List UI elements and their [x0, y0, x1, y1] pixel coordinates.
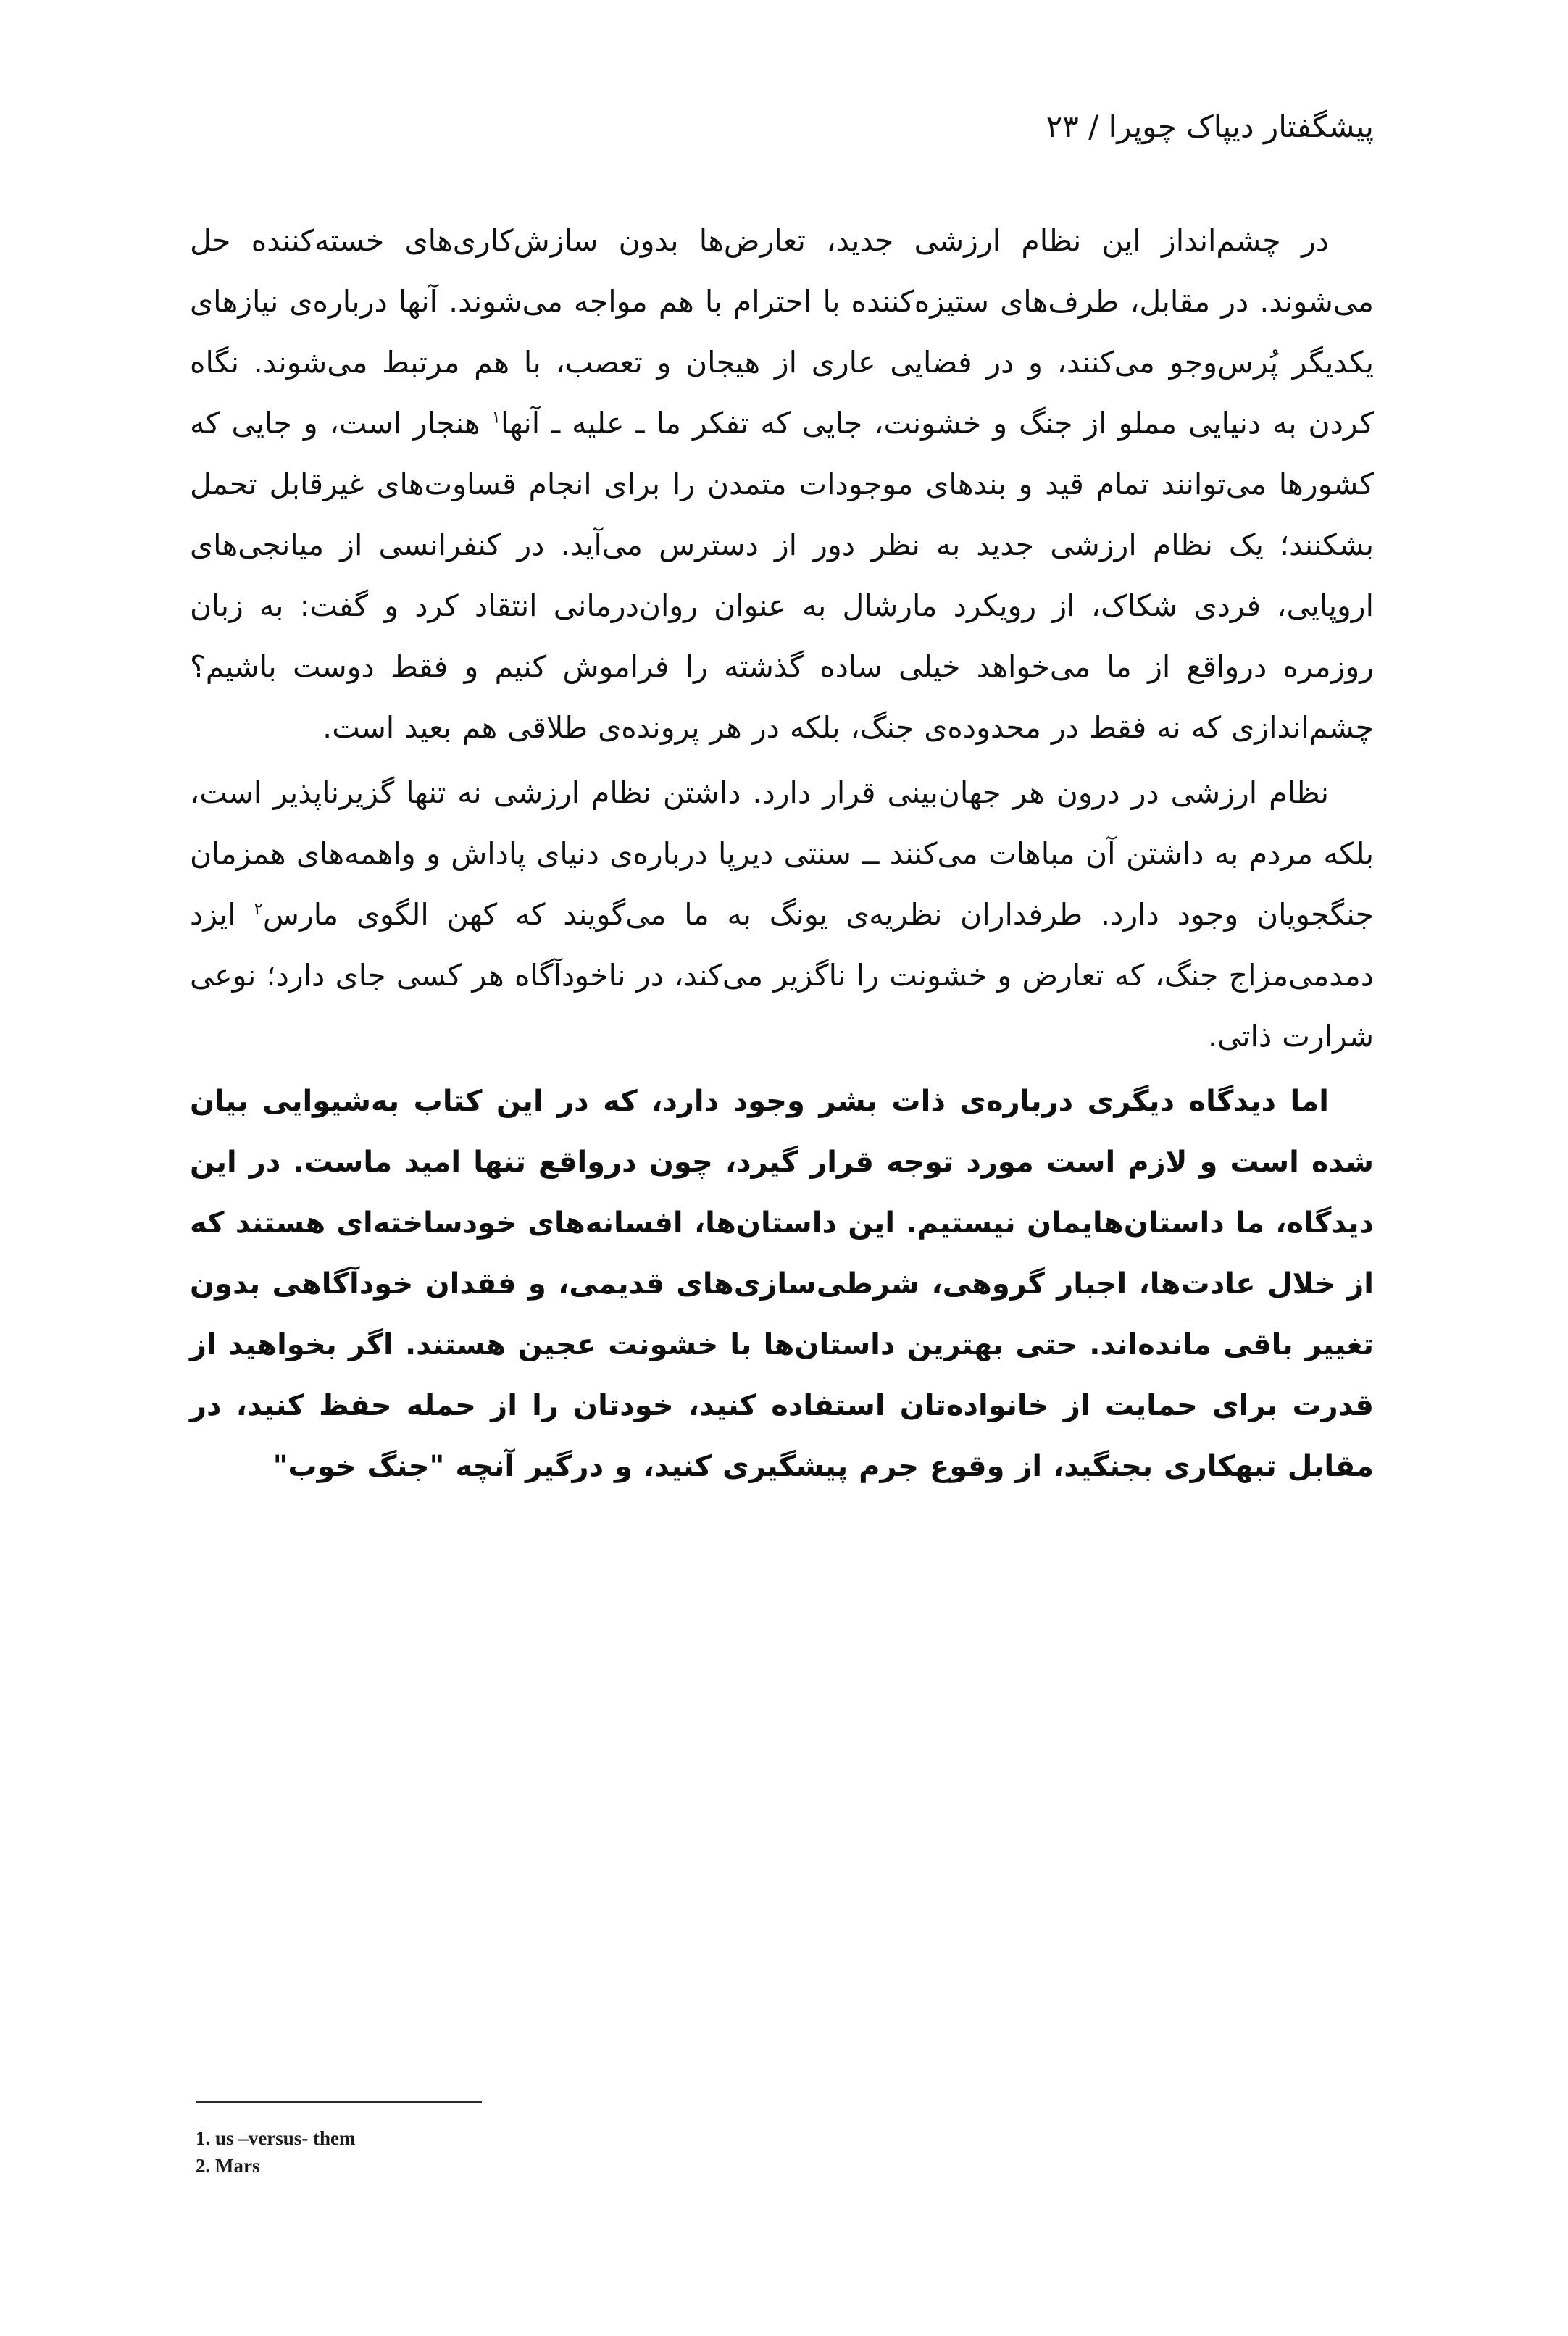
paragraph-2: [190, 762, 1374, 1067]
footnote-marker-1[interactable]: ۱: [491, 408, 501, 427]
paragraph-3-part-1: اما دیدگاه دیگری درباره‌ی ذات بشر وجود دارد، که در این کتاب به‌شیوایی بیان شده است و لازم است مورد توجه قرار گیرد، چون درواقع تنها امید ماست. در این دیدگاه، ما داستان‌هایمان نیستیم. این داستان‌ها، افسانه‌های خودساخته‌ای هستند که از خلال عادت‌ها، اجبار گروهی، شرطی‌سازی‌های قدیمی، و فقدان خودآگاهی بدون تغییر باقی مانده‌اند. حتی بهترین داستان‌ها با خشونت عجین هستند. اگر بخواهید از قدرت برای حمایت از خانواده‌تان استفاده کنید، خودتان را از حمله حفظ کنید، در مقابل تبهکاری بجنگید، از وقوع جرم پیشگیری کنید، و درگیر آنچه "جنگ خوب": [190, 1085, 1374, 1483]
footnote-list: [196, 2124, 1369, 2179]
footnote-text-1: us –versus- them: [215, 2127, 356, 2149]
body-text-block: [190, 210, 1374, 1497]
paragraph-2-part-2: ایزد دمدمی‌مزاج جنگ، که تعارض و خشونت را ناگزیر می‌کند، در ناخودآگاه هر کسی جای دارد؛ نوعی شرارت ذاتی.: [190, 897, 1374, 1054]
paragraph-1-part-1: در چشم‌انداز این نظام ارزشی جدید، تعارض‌ها بدون سازش‌کاری‌های خسته‌کننده حل می‌شوند. در مقابل، طرف‌های ستیزه‌کننده با احترام با هم مواجه می‌شوند. آنها درباره‌ی نیازهای یکدیگر پُرس‌وجو می‌کنند، و در فضایی عاری از هیجان و تعصب، با هم مرتبط می‌شوند. نگاه کردن به دنیایی مملو از جنگ و خشونت، جایی که تفکر ما ـ علیه ـ آنها: [190, 223, 1375, 441]
running-header: [194, 109, 1374, 145]
footnote-text-2: Mars: [215, 2155, 260, 2177]
footnote-marker-2[interactable]: ۲: [254, 899, 263, 919]
footnote-item-1: [196, 2124, 1369, 2152]
footnote-area: [196, 2101, 1369, 2179]
footnote-item-2: [196, 2152, 1369, 2179]
paragraph-1: [190, 210, 1374, 758]
paragraph-1-part-2: هنجار است، و جایی که کشورها می‌توانند تمام قید و بندهای موجودات متمدن را برای انجام قساوت‌های غیرقابل تحمل بشکنند؛ یک نظام ارزشی جدید به نظر دور از دسترس می‌آید. در کنفرانسی از میانجی‌های اروپایی، فردی شکاک، از رویکرد مارشال به عنوان روان‌درمانی انتقاد کرد و گفت: به زبان روزمره درواقع از ما می‌خواهد خیلی ساده گذشته را فراموش کنیم و فقط دوست باشیم؟ چشم‌اندازی که نه فقط در محدوده‌ی جنگ، بلکه در هر پرونده‌ی طلاقی هم بعید است.: [190, 406, 1374, 745]
footnote-separator-rule: [196, 2101, 482, 2103]
footnote-number-2: 2.: [196, 2155, 211, 2177]
paragraph-3: [190, 1071, 1374, 1497]
running-header-text: پیشگفتار دیپاک چوپرا / ۲۳: [1046, 109, 1374, 144]
footnote-number-1: 1.: [196, 2127, 211, 2149]
paragraph-2-part-1: نظام ارزشی در درون هر جهان‌بینی قرار دارد. داشتن نظام ارزشی نه تنها گزیرناپذیر است، بلکه مردم به داشتن آن مباهات می‌کنند ــ سنتی دیرپا درباره‌ی دنیای پاداش و واهمه‌های همزمان جنگجویان وجود دارد. طرفداران نظریه‌ی یونگ به ما می‌گویند که کهن الگوی مارس: [190, 775, 1375, 932]
